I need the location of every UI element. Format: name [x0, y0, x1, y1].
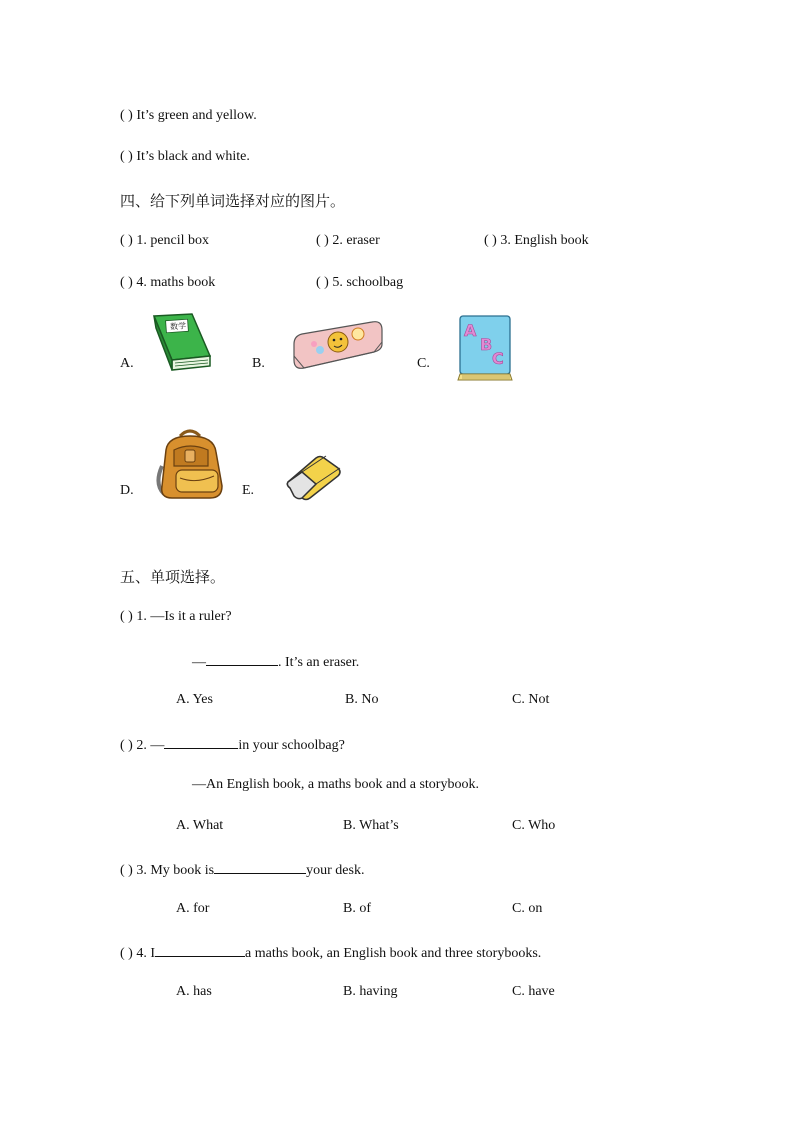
option-a[interactable]: A. has [176, 984, 212, 999]
answer-paren[interactable]: ( ) [484, 233, 497, 248]
answer-paren[interactable]: ( ) [120, 149, 133, 164]
question-text: It’s green and yellow. [136, 108, 257, 123]
fill-blank[interactable] [206, 651, 278, 666]
section4-heading: 四、给下列单词选择对应的图片。 [120, 192, 346, 210]
english-book-icon [454, 312, 518, 384]
question-stem-end: in your schoolbag? [238, 738, 345, 753]
fill-blank[interactable] [164, 734, 238, 749]
option-a[interactable]: A. for [176, 901, 210, 916]
reply-dash: — [192, 655, 206, 670]
picture-label-a: A. [120, 356, 134, 371]
book-cover-text: 数学 [169, 321, 187, 332]
schoolbag-icon [152, 426, 228, 502]
picture-label-d: D. [120, 483, 134, 498]
item-text: 1. pencil box [136, 233, 210, 248]
option-b[interactable]: B. having [343, 984, 398, 999]
match-item-1 [120, 233, 209, 249]
question-stem: 1. —Is it a ruler? [136, 609, 232, 624]
option-b[interactable]: B. What’s [343, 818, 399, 833]
option-c[interactable]: C. have [512, 984, 555, 999]
question-stem-end: a maths book, an English book and three storybooks. [245, 946, 542, 961]
section5-heading: 五、单项选择。 [120, 568, 226, 586]
svg-text:B: B [480, 335, 493, 354]
picture-label-b: B. [252, 356, 265, 371]
picture-label-e: E. [242, 483, 255, 498]
answer-paren[interactable]: ( ) [120, 275, 133, 290]
option-c[interactable]: C. on [512, 901, 543, 916]
answer-paren[interactable]: ( ) [120, 738, 133, 753]
fill-blank[interactable] [214, 859, 306, 874]
option-c[interactable]: C. Not [512, 692, 550, 707]
question-stem: 3. My book is [136, 863, 215, 878]
mc-question-2-reply: —An English book, a maths book and a storybook. [192, 777, 479, 792]
question-text: It’s black and white. [136, 149, 250, 164]
option-b[interactable]: B. No [345, 692, 379, 707]
mc-question-2 [120, 734, 345, 754]
reply-text: . It’s an eraser. [278, 655, 360, 670]
question-stem: 2. — [136, 738, 165, 753]
option-c[interactable]: C. Who [512, 818, 556, 833]
answer-paren[interactable]: ( ) [316, 275, 329, 290]
option-b[interactable]: B. of [343, 901, 371, 916]
match-item-4 [120, 275, 215, 291]
item-text: 3. English book [500, 233, 589, 248]
maths-book-icon [148, 312, 214, 374]
answer-paren[interactable]: ( ) [316, 233, 329, 248]
svg-text:C: C [492, 349, 504, 368]
fill-blank[interactable] [155, 942, 245, 957]
item-text: 5. schoolbag [332, 275, 404, 290]
question-stem-end: your desk. [306, 863, 365, 878]
mc-question-1-reply [192, 651, 359, 671]
q-green-yellow [120, 108, 257, 124]
option-a[interactable]: A. What [176, 818, 224, 833]
answer-paren[interactable]: ( ) [120, 863, 133, 878]
match-item-5 [316, 275, 403, 291]
mc-question-4 [120, 942, 541, 962]
pencil-box-icon [290, 318, 386, 374]
picture-label-c: C. [417, 356, 430, 371]
answer-paren[interactable]: ( ) [120, 233, 133, 248]
answer-paren[interactable]: ( ) [120, 609, 133, 624]
item-text: 2. eraser [332, 233, 380, 248]
option-a[interactable]: A. Yes [176, 692, 213, 707]
eraser-icon [284, 450, 344, 504]
answer-paren[interactable]: ( ) [120, 946, 133, 961]
answer-paren[interactable]: ( ) [120, 108, 133, 123]
match-item-2 [316, 233, 380, 249]
mc-question-3 [120, 859, 364, 879]
match-item-3 [484, 233, 589, 249]
item-text: 4. maths book [136, 275, 216, 290]
mc-question-1 [120, 609, 232, 625]
q-black-white [120, 149, 250, 165]
svg-text:A: A [464, 321, 477, 340]
question-stem: 4. I [136, 946, 155, 961]
